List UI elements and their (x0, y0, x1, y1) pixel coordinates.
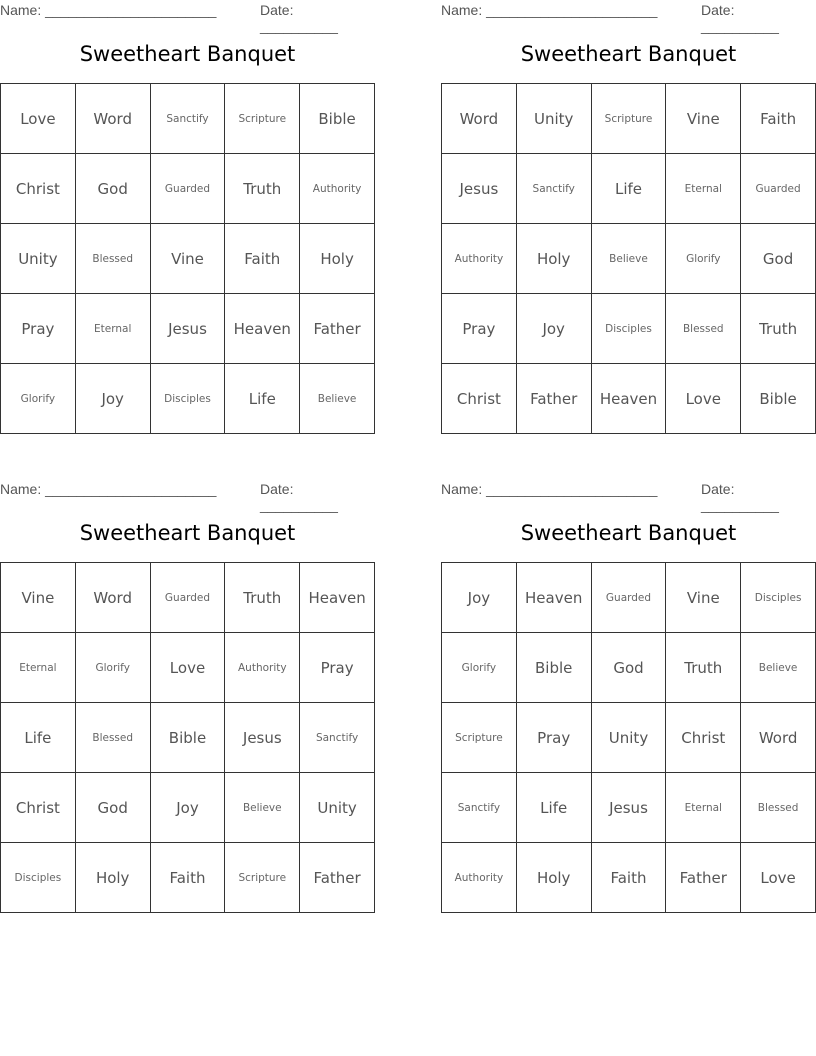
bingo-cell: Love (151, 633, 226, 703)
bingo-cell: Christ (1, 154, 76, 224)
bingo-cell: Sanctify (300, 703, 375, 773)
bingo-cell: Sanctify (442, 773, 517, 843)
bingo-cell: Holy (517, 843, 592, 913)
bingo-cell: Blessed (666, 294, 741, 364)
bingo-cell: Glorify (1, 364, 76, 434)
card-header-fields (0, 481, 375, 513)
bingo-cell: Word (76, 84, 151, 154)
card-header-fields (0, 2, 375, 34)
name-field: Name: ______________________ (441, 481, 658, 497)
bingo-card-4 (441, 479, 816, 913)
name-field: Name: ______________________ (0, 2, 217, 18)
bingo-cell: Jesus (225, 703, 300, 773)
bingo-cell: Unity (300, 773, 375, 843)
bingo-cell: Father (517, 364, 592, 434)
bingo-cell: Faith (592, 843, 667, 913)
name-field: Name: ______________________ (441, 2, 658, 18)
bingo-cell: Unity (1, 224, 76, 294)
date-field: Date: __________ (260, 481, 338, 513)
bingo-cell: Christ (666, 703, 741, 773)
bingo-cell: Holy (76, 843, 151, 913)
bingo-cell: Heaven (592, 364, 667, 434)
bingo-cell: Vine (151, 224, 226, 294)
bingo-cell: Joy (76, 364, 151, 434)
bingo-grid (441, 562, 816, 913)
bingo-card-3 (0, 479, 375, 913)
bingo-cell: Eternal (1, 633, 76, 703)
bingo-cell: Scripture (225, 84, 300, 154)
bingo-cell: Pray (1, 294, 76, 364)
bingo-cell: Father (300, 294, 375, 364)
bingo-cell: Holy (517, 224, 592, 294)
bingo-cell: Life (592, 154, 667, 224)
bingo-cell: Guarded (151, 154, 226, 224)
bingo-cell: Guarded (592, 563, 667, 633)
bingo-cell: Truth (225, 563, 300, 633)
bingo-grid (0, 83, 375, 434)
bingo-cell: Sanctify (151, 84, 226, 154)
bingo-cell: Disciples (1, 843, 76, 913)
bingo-cell: Unity (592, 703, 667, 773)
bingo-cell: Authority (300, 154, 375, 224)
bingo-cell: Heaven (517, 563, 592, 633)
bingo-cell: Disciples (151, 364, 226, 434)
date-field: Date: __________ (701, 2, 779, 34)
bingo-cell: Scripture (225, 843, 300, 913)
bingo-cell: Bible (151, 703, 226, 773)
bingo-cell: Truth (225, 154, 300, 224)
bingo-cell: Eternal (666, 773, 741, 843)
bingo-cell: Heaven (300, 563, 375, 633)
bingo-cell: God (76, 773, 151, 843)
bingo-cell: Faith (741, 84, 816, 154)
bingo-cell: Bible (517, 633, 592, 703)
bingo-cell: Word (442, 84, 517, 154)
name-field: Name: ______________________ (0, 481, 217, 497)
bingo-cell: Guarded (151, 563, 226, 633)
bingo-cell: Sanctify (517, 154, 592, 224)
bingo-cell: Faith (151, 843, 226, 913)
bingo-grid (0, 562, 375, 913)
bingo-cell: Blessed (741, 773, 816, 843)
bingo-cell: Believe (300, 364, 375, 434)
bingo-cell: Pray (517, 703, 592, 773)
bingo-grid (441, 83, 816, 434)
bingo-cell: Eternal (666, 154, 741, 224)
bingo-cell: Believe (592, 224, 667, 294)
bingo-cell: Scripture (592, 84, 667, 154)
bingo-cell: Love (666, 364, 741, 434)
bingo-cell: Christ (1, 773, 76, 843)
date-field: Date: __________ (701, 481, 779, 513)
bingo-card-2 (441, 0, 816, 434)
card-header-fields (441, 2, 816, 34)
bingo-cell: Blessed (76, 224, 151, 294)
bingo-cell: Glorify (76, 633, 151, 703)
bingo-cell: Authority (442, 843, 517, 913)
bingo-cell: Scripture (442, 703, 517, 773)
bingo-cell: Vine (1, 563, 76, 633)
bingo-cell: Christ (442, 364, 517, 434)
bingo-cell: Holy (300, 224, 375, 294)
bingo-cell: Truth (741, 294, 816, 364)
bingo-cell: Father (300, 843, 375, 913)
bingo-cell: Authority (225, 633, 300, 703)
bingo-cell: Vine (666, 84, 741, 154)
date-field: Date: __________ (260, 2, 338, 34)
bingo-cell: Believe (225, 773, 300, 843)
bingo-cell: Pray (442, 294, 517, 364)
bingo-cell: Heaven (225, 294, 300, 364)
bingo-cell: Word (741, 703, 816, 773)
card-header-fields (441, 481, 816, 513)
bingo-cell: Disciples (741, 563, 816, 633)
bingo-cell: Jesus (592, 773, 667, 843)
bingo-cell: Life (225, 364, 300, 434)
bingo-cell: Joy (151, 773, 226, 843)
bingo-cell: Blessed (76, 703, 151, 773)
bingo-cell: Glorify (442, 633, 517, 703)
bingo-cell: Father (666, 843, 741, 913)
bingo-cell: Joy (517, 294, 592, 364)
bingo-cell: Word (76, 563, 151, 633)
bingo-cell: Life (517, 773, 592, 843)
bingo-card-1 (0, 0, 375, 434)
bingo-cell: Bible (741, 364, 816, 434)
bingo-cell: Truth (666, 633, 741, 703)
bingo-cell: God (741, 224, 816, 294)
bingo-cell: God (76, 154, 151, 224)
bingo-cell: Life (1, 703, 76, 773)
bingo-cell: Pray (300, 633, 375, 703)
bingo-cell: Love (1, 84, 76, 154)
bingo-cell: Love (741, 843, 816, 913)
card-title: Sweetheart Banquet (79, 42, 296, 66)
bingo-cell: Bible (300, 84, 375, 154)
bingo-cell: Joy (442, 563, 517, 633)
bingo-cell: Glorify (666, 224, 741, 294)
bingo-cell: Faith (225, 224, 300, 294)
bingo-cell: Unity (517, 84, 592, 154)
bingo-cell: Disciples (592, 294, 667, 364)
bingo-cell: Jesus (151, 294, 226, 364)
bingo-cell: Jesus (442, 154, 517, 224)
bingo-cell: Vine (666, 563, 741, 633)
bingo-cell: Believe (741, 633, 816, 703)
card-title: Sweetheart Banquet (520, 42, 737, 66)
bingo-cell: Authority (442, 224, 517, 294)
bingo-cell: Eternal (76, 294, 151, 364)
bingo-cell: Guarded (741, 154, 816, 224)
card-title: Sweetheart Banquet (520, 521, 737, 545)
card-title: Sweetheart Banquet (79, 521, 296, 545)
bingo-cell: God (592, 633, 667, 703)
